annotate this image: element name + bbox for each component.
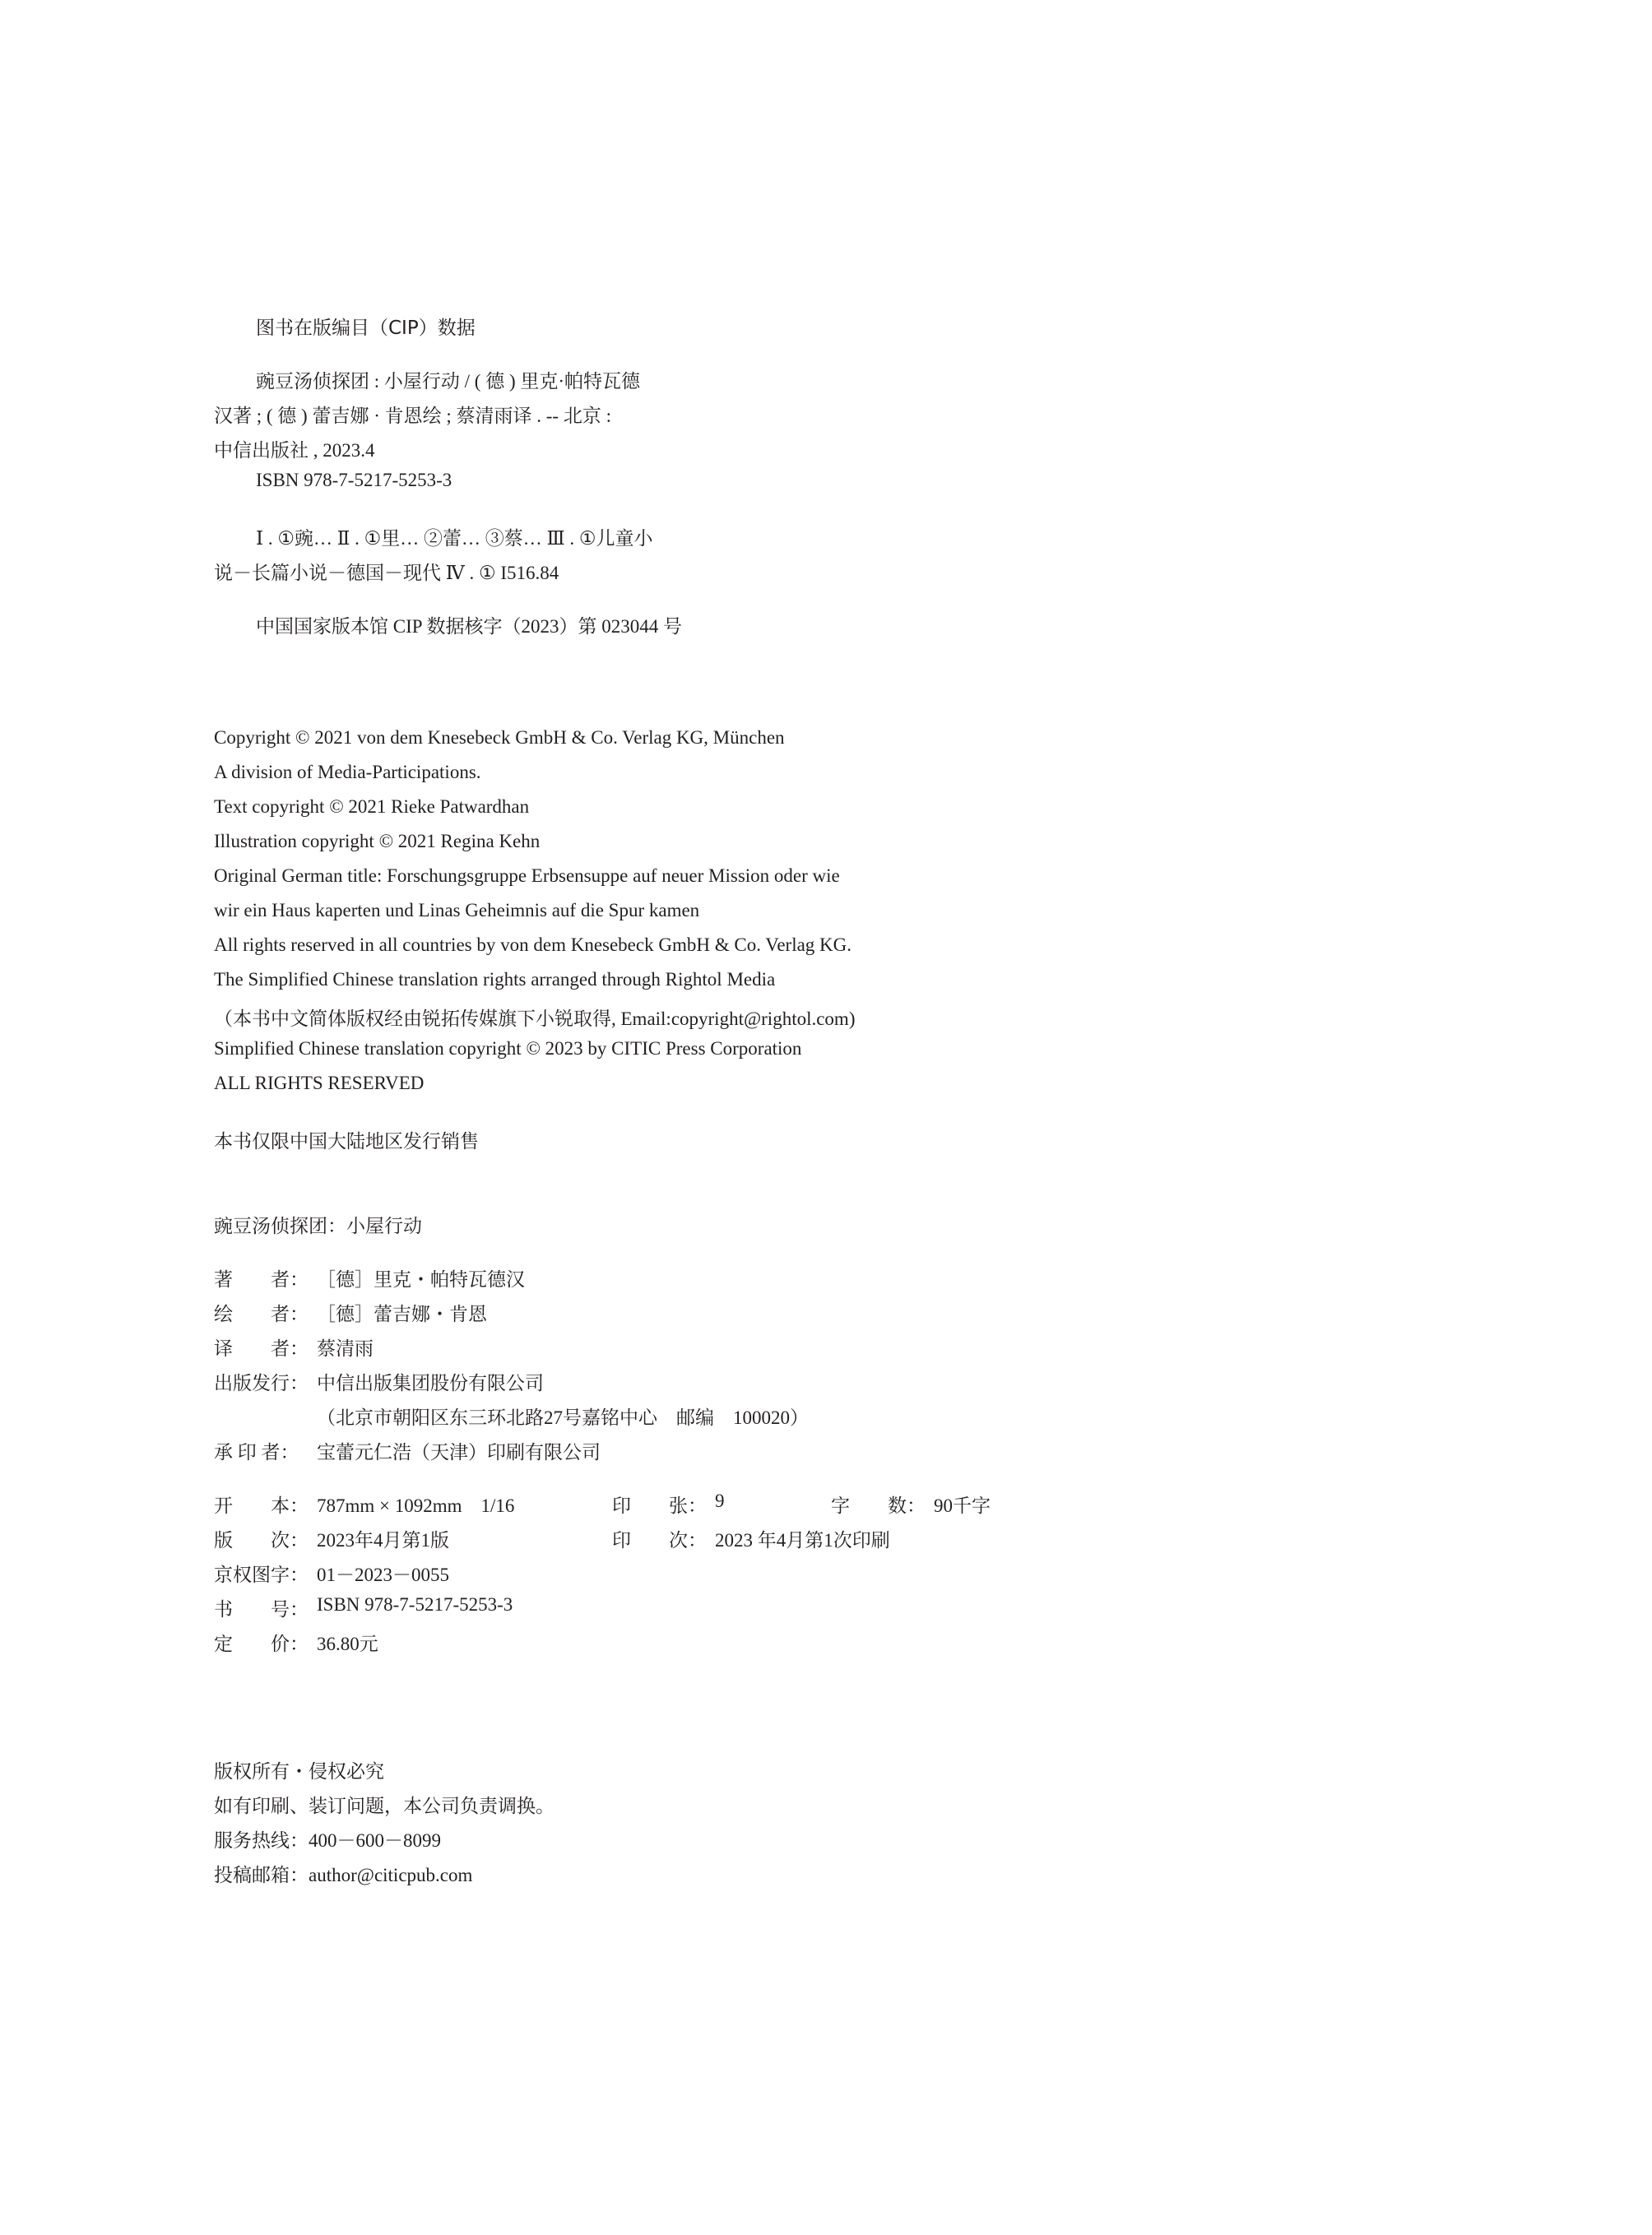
license-label: 京权图字： [214, 1565, 309, 1585]
copyright-line: The Simplified Chinese translation rights arranged through Rightol Media [214, 969, 776, 990]
impression-value: 2023 年4月第1次印刷 [715, 1530, 890, 1551]
price-label: 定 价： [214, 1634, 309, 1654]
cip-heading: 图书在版编目（CIP）数据 [256, 318, 476, 339]
author-value: ［德］里克・帕特瓦德汉 [317, 1269, 525, 1290]
edition-label: 版 次： [214, 1530, 309, 1551]
copyright-line: Illustration copyright © 2021 Regina Kehn [214, 831, 541, 851]
words-value: 90千字 [934, 1495, 991, 1516]
book-title: 豌豆汤侦探团：小屋行动 [214, 1216, 422, 1237]
cip-classification: Ⅰ . ①豌… Ⅱ . ①里… ②蕾… ③蔡… Ⅲ . ①儿童小 [256, 528, 653, 549]
copyright-line: wir ein Haus kaperten und Linas Geheimnis auf die Spur kamen [214, 900, 700, 920]
copyright-line: Text copyright © 2021 Rieke Patwardhan [214, 796, 530, 817]
license-value: 01－2023－0055 [317, 1565, 449, 1585]
printer-label: 承 印 者： [214, 1442, 299, 1463]
words-label: 字 数： [831, 1495, 926, 1516]
translator-value: 蔡清雨 [317, 1338, 374, 1359]
copyright-line: Original German title: Forschungsgruppe Erbsensuppe auf neuer Mission oder wie [214, 865, 840, 886]
publisher-label: 出版发行： [214, 1373, 309, 1393]
cip-classification: 说－长篇小说－德国－现代 Ⅳ . ① I516.84 [214, 563, 559, 583]
quality-notice: 如有印刷、装订问题，本公司负责调换。 [214, 1796, 555, 1816]
region-note: 本书仅限中国大陆地区发行销售 [214, 1131, 479, 1152]
illustrator-value: ［德］蕾吉娜・肯恩 [317, 1304, 487, 1324]
impression-label: 印 次： [612, 1530, 707, 1551]
copyright-line: Simplified Chinese translation copyright © 2023 by CITIC Press Corporation [214, 1038, 802, 1059]
service-hotline: 服务热线：400－600－8099 [214, 1830, 441, 1851]
cip-record-number: 中国国家版本馆 CIP 数据核字（2023）第 023044 号 [256, 616, 682, 637]
translator-label: 译 者： [214, 1338, 309, 1359]
copyright-line: （本书中文简体版权经由锐拓传媒旗下小锐取得, Email:copyright@rightol.com) [214, 1009, 856, 1029]
format-label: 开 本： [214, 1495, 309, 1516]
submission-email: 投稿邮箱：author@citicpub.com [214, 1865, 473, 1885]
isbn-label: 书 号： [214, 1599, 309, 1620]
illustrator-label: 绘 者： [214, 1304, 309, 1324]
price-value: 36.80元 [317, 1634, 378, 1654]
isbn-value: ISBN 978-7-5217-5253-3 [317, 1594, 513, 1615]
format-value: 787mm × 1092mm 1/16 [317, 1495, 515, 1516]
copyright-line: ALL RIGHTS RESERVED [214, 1073, 425, 1093]
sheets-value: 9 [715, 1491, 725, 1511]
publisher-address: （北京市朝阳区东三环北路27号嘉铭中心 邮编 100020） [317, 1407, 809, 1428]
copyright-line: All rights reserved in all countries by von dem Knesebeck GmbH & Co. Verlag KG. [214, 934, 852, 955]
printer-value: 宝蕾元仁浩（天津）印刷有限公司 [317, 1442, 601, 1463]
publisher-value: 中信出版集团股份有限公司 [317, 1373, 544, 1393]
cip-line: 汉著 ; ( 德 ) 蕾吉娜 · 肯恩绘 ; 蔡清雨译 . -- 北京 : [214, 406, 611, 426]
copyright-line: A division of Media-Participations. [214, 762, 481, 782]
edition-value: 2023年4月第1版 [317, 1530, 449, 1551]
copyright-line: Copyright © 2021 von dem Knesebeck GmbH & Co. Verlag KG, München [214, 727, 785, 748]
cip-line: 中信出版社 , 2023.4 [214, 440, 375, 461]
cip-line: 豌豆汤侦探团 : 小屋行动 / ( 德 ) 里克·帕特瓦德 [256, 371, 641, 392]
author-label: 著 者： [214, 1269, 309, 1290]
cip-isbn: ISBN 978-7-5217-5253-3 [256, 470, 452, 490]
rights-notice: 版权所有・侵权必究 [214, 1761, 384, 1782]
sheets-label: 印 张： [612, 1495, 707, 1516]
